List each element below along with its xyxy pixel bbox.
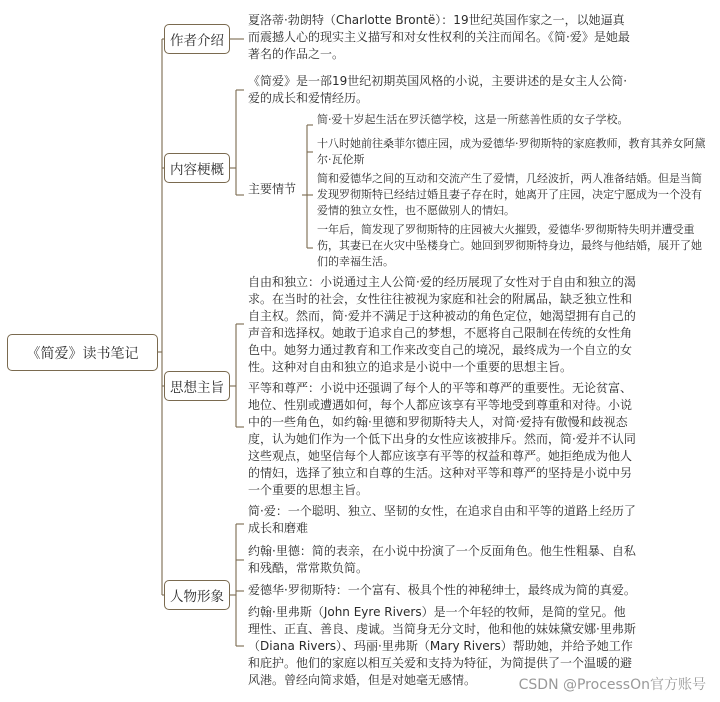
topic-author-intro[interactable]: 作者介绍 [164, 24, 230, 54]
leaf-theme-freedom[interactable]: 自由和独立：小说通过主人公简·爱的经历展现了女性对于自由和独立的渴求。在当时的社会，女性往往被视为家庭和社会的附属品，缺乏独立性和自主权。然而，简·爱并不满足于这种被动的角色定位，她渴望拥有自己的声音和选择权。她敢于追求自己的梦想，不愿将自己限制在传统的女性角色中。她努力通过教育和工作来改变自己的境况，最终成为一个自立的女性。这种对自由和独立的追求是小说中一个重要的思想主旨。 [248, 275, 636, 374]
plot-item[interactable]: 一年后，简发现了罗彻斯特的庄园被大火摧毁，爱德华·罗彻斯特失明并遭受重伤，其妻已在火灾中坠楼身亡。她回到罗彻斯特身边，最终与他结婚，展开了她们的幸福生活。 [317, 223, 702, 268]
leaf-character-jane[interactable]: 简·爱：一个聪明、独立、坚韧的女性，在追求自由和平等的道路上经历了成长和磨难 [248, 504, 636, 535]
subtopic-main-plot[interactable]: 主要情节 [248, 182, 297, 196]
leaf-character-john-reed[interactable]: 约翰·里德：简的表亲，在小说中扮演了一个反面角色。他生性粗暴、自私和残酷，常常欺负简。 [248, 544, 636, 575]
leaf-character-rivers[interactable]: 约翰·里弗斯（John Eyre Rivers）是一个年轻的牧师，是简的堂兄。他理性、正直、善良、虔诚。当简身无分文时，他和他的妹妹黛安娜·里弗斯（Diana Rivers）、玛丽·里弗斯（Mary Rivers）帮助她，并给予她工作和庇护。他们的家庭以相互关爱和支持为特征，为简提供了一个温暖的避风港。曾经向简求婚，但是对她毫无感情。 [248, 605, 636, 687]
plot-item[interactable]: 简·爱十岁起生活在罗沃德学校，这是一所慈善性质的女子学校。 [317, 113, 629, 126]
topic-main-ideas[interactable]: 思想主旨 [164, 371, 230, 401]
plot-item[interactable]: 十八时她前往桑菲尔德庄园，成为爱德华·罗彻斯特的家庭教师，教育其养女阿黛尔·瓦伦斯 [317, 137, 706, 166]
leaf-theme-equality[interactable]: 平等和尊严：小说中还强调了每个人的平等和尊严的重要性。无论贫富、地位、性别或遭遇如何，每个人都应该享有平等地受到尊重和对待。小说中的一些角色，如约翰·里德和罗彻斯特夫人，对简·爱持有傲慢和歧视态度，认为她们作为一个低下出身的女性应该被排斥。然而，简·爱并不认同这些观点，她坚信每个人都应该享有平等的权益和尊严。她拒绝成为他人的情妇，选择了独立和自尊的生活。这种对平等和尊严的坚持是小说中另一个重要的思想主旨。 [248, 381, 636, 497]
leaf-summary-overview[interactable]: 《简爱》是一部19世纪初期英国风格的小说，主要讲述的是女主人公简·爱的成长和爱情经历。 [248, 74, 628, 105]
watermark: CSDN @ProcessOn官方账号 [518, 677, 706, 693]
topic-content-summary[interactable]: 内容梗概 [164, 153, 230, 183]
topic-characters[interactable]: 人物形象 [164, 580, 230, 610]
root-node[interactable]: 《简爱》读书笔记 [7, 334, 158, 371]
leaf-author-bio[interactable]: 夏洛蒂·勃朗特（Charlotte Brontë）：19世纪英国作家之一，以她逼真而震撼人心的现实主义描写和对女性权利的关注而闻名。《简·爱》是她最著名的作品之一。 [248, 13, 630, 61]
leaf-character-rochester[interactable]: 爱德华·罗彻斯特：一个富有、极具个性的神秘绅士，最终成为简的真爱。 [248, 583, 636, 597]
plot-item[interactable]: 简和爱德华之间的互动和交流产生了爱情，几经波折，两人准备结婚。但是当简发现罗彻斯特已经结过婚且妻子存在时，她离开了庄园，决定宁愿成为一个没有爱情的独立女性，也不愿做别人的情妇。 [317, 172, 702, 217]
